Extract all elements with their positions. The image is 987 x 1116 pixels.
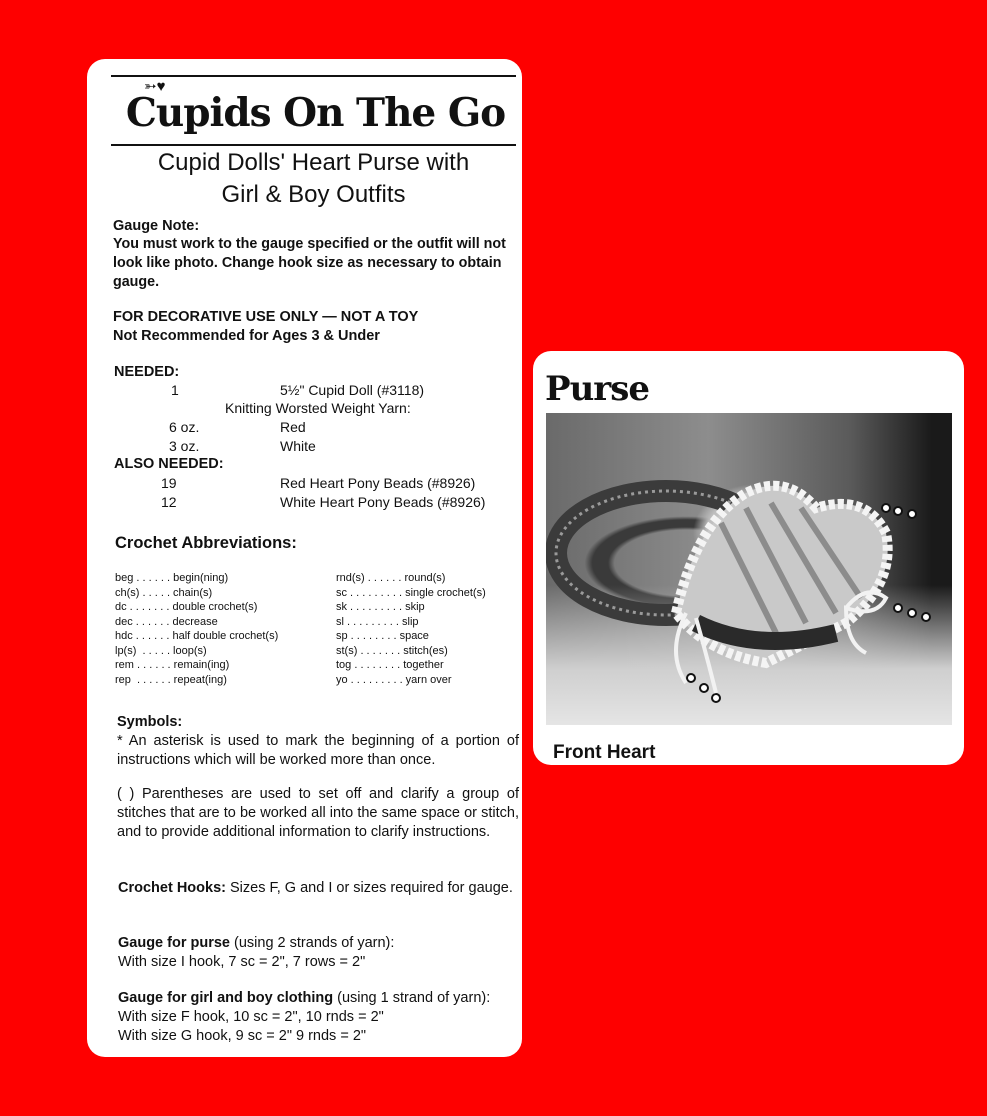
needed-desc: White — [280, 438, 316, 454]
abbreviation-item: sl . . . . . . . . . slip — [336, 615, 419, 628]
abbreviation-item: dec . . . . . . decrease — [115, 615, 218, 628]
pattern-subtitle — [111, 147, 516, 211]
warning-line-2: Not Recommended for Ages 3 & Under — [113, 328, 380, 344]
gauge-clothing-heading — [118, 989, 522, 1008]
abbreviation-item: lp(s) . . . . . loop(s) — [115, 644, 207, 657]
crochet-hooks-paragraph — [118, 879, 519, 898]
gauge-note-body: You must work to the gauge specified or the outfit will not look like photo. Change hook size as necessary to obtain gauge. — [113, 236, 506, 290]
needed-qty: 1 — [171, 382, 179, 398]
top-rule — [111, 75, 516, 77]
gauge-note-heading: Gauge Note: — [113, 218, 200, 234]
needed-desc: 5½" Cupid Doll (#3118) — [280, 382, 425, 398]
abbreviations-right-column — [336, 571, 486, 687]
abbreviations-heading: Crochet Abbreviations: — [115, 534, 297, 552]
symbols-heading: Symbols: — [117, 714, 183, 730]
needed-qty: 6 oz. — [169, 419, 200, 435]
subtitle-line-1: Cupid Dolls' Heart Purse with — [157, 149, 470, 176]
gauge-purse-note: (using 2 strands of yarn): — [230, 935, 395, 951]
pattern-info-card — [87, 59, 522, 1057]
purse-photo — [546, 413, 952, 725]
needed-heading: NEEDED: — [114, 364, 180, 380]
crochet-hooks-text: Sizes F, G and I or sizes required for gauge. — [225, 880, 513, 896]
bottom-rule — [111, 144, 516, 146]
abbreviation-item: dc . . . . . . . double crochet(s) — [115, 601, 258, 613]
needed-desc: Knitting Worsted Weight Yarn: — [225, 400, 411, 416]
gauge-clothing-note: (using 1 strand of yarn): — [333, 990, 491, 1006]
needed-qty: 3 oz. — [169, 438, 200, 454]
abbreviation-item: sc . . . . . . . . . single crochet(s) — [336, 586, 486, 599]
also-needed-desc: White Heart Pony Beads (#8926) — [280, 494, 486, 510]
symbols-asterisk: * An asterisk is used to mark the beginning of a portion of instructions which will be worked more than once. — [117, 733, 519, 768]
cupid-heart-arrow-icon: ➳♥ — [144, 78, 166, 95]
gauge-purse-label: Gauge for purse — [118, 935, 230, 951]
gauge-purse-heading — [118, 934, 519, 953]
abbreviation-item: yo . . . . . . . . . yarn over — [336, 673, 452, 686]
abbreviation-item: beg . . . . . . begin(ning) — [115, 572, 229, 584]
purse-title: Purse — [545, 369, 649, 409]
gauge-clothing-line-1: With size F hook, 10 sc = 2", 10 rnds = 2" — [118, 1009, 384, 1025]
brand-title: Cupids On The Go — [125, 90, 506, 136]
subtitle-line-2: Girl & Boy Outfits — [221, 181, 406, 208]
abbreviation-item: hdc . . . . . . half double crochet(s) — [115, 630, 279, 642]
abbreviation-item: ch(s) . . . . . chain(s) — [115, 586, 213, 599]
abbreviation-item: rep . . . . . . repeat(ing) — [115, 673, 227, 686]
heart-purse-illustration — [546, 413, 952, 725]
abbreviation-item: sp . . . . . . . . space — [336, 630, 429, 642]
photo-caption: Front Heart — [553, 742, 656, 763]
also-needed-qty: 12 — [161, 494, 177, 510]
abbreviation-item: sk . . . . . . . . . skip — [336, 601, 425, 613]
gauge-clothing-label: Gauge for girl and boy clothing — [118, 990, 334, 1006]
also-needed-desc: Red Heart Pony Beads (#8926) — [280, 475, 476, 491]
abbreviation-item: st(s) . . . . . . . stitch(es) — [336, 644, 448, 657]
abbreviation-item: rem . . . . . . remain(ing) — [115, 659, 230, 671]
abbreviation-item: tog . . . . . . . . together — [336, 659, 444, 671]
symbols-parentheses: ( ) Parentheses are used to set off and clarify a group of stitches that are to be worked all into the same space or stitch, and to provide additional information to clarify instructions. — [117, 786, 519, 840]
needed-desc: Red — [280, 419, 306, 435]
gauge-purse-line: With size I hook, 7 sc = 2", 7 rows = 2" — [118, 954, 366, 970]
abbreviations-left-column — [115, 571, 278, 687]
crochet-hooks-label: Crochet Hooks: — [118, 880, 226, 896]
warning-line-1: FOR DECORATIVE USE ONLY — NOT A TOY — [113, 309, 419, 325]
abbreviation-item: rnd(s) . . . . . . round(s) — [336, 572, 446, 584]
purse-photo-card — [533, 351, 964, 765]
also-needed-heading: ALSO NEEDED: — [114, 456, 224, 472]
gauge-clothing-line-2: With size G hook, 9 sc = 2" 9 rnds = 2" — [118, 1028, 367, 1044]
also-needed-qty: 19 — [161, 475, 177, 491]
